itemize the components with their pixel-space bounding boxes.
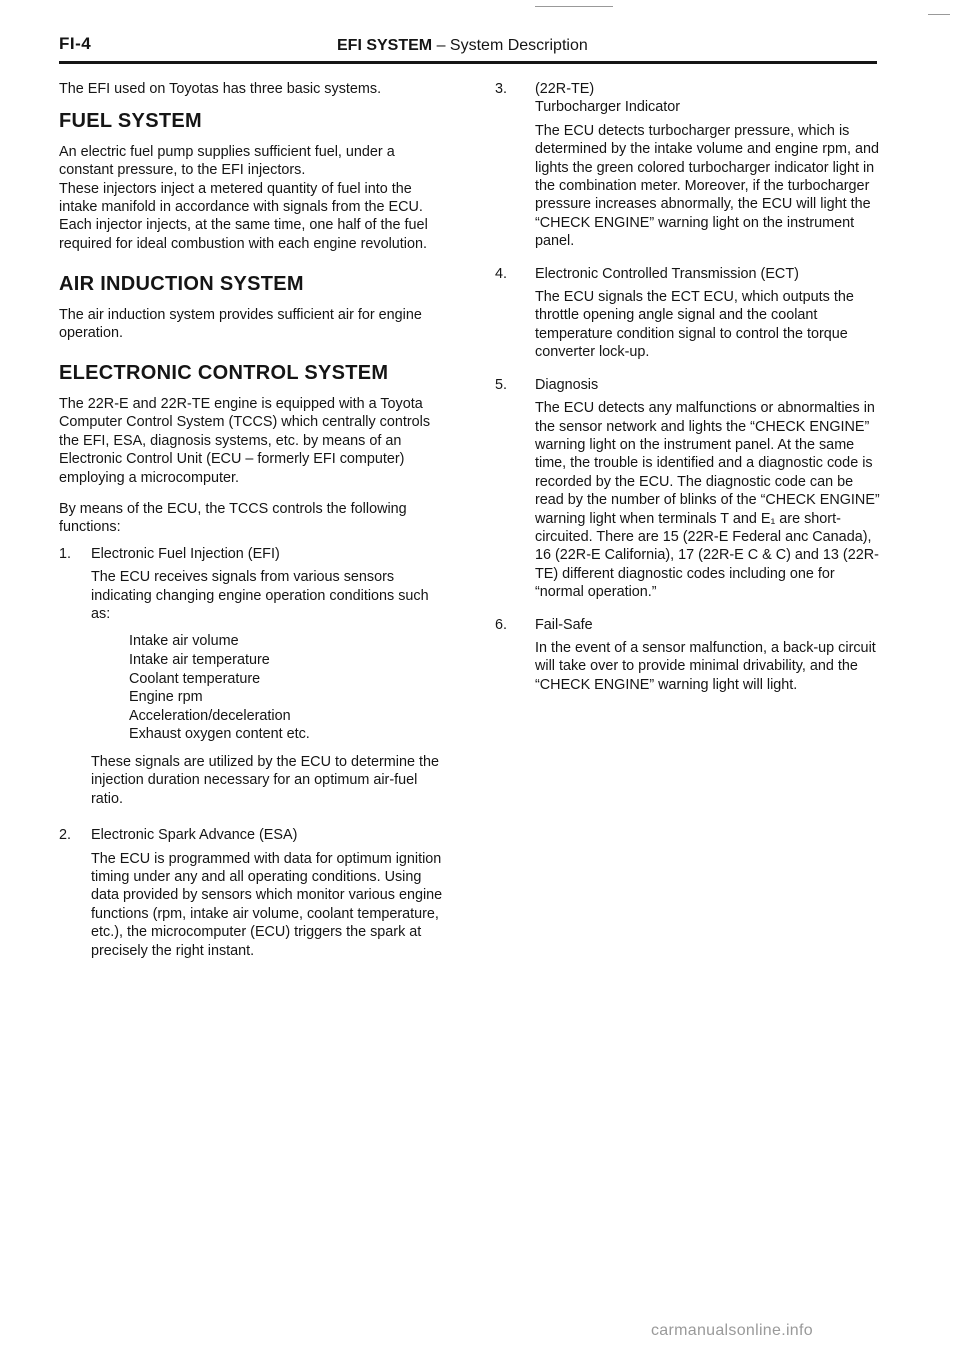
item-number: 4. xyxy=(495,265,508,282)
left-column xyxy=(59,80,445,974)
item-text: The ECU signals the ECT ECU, which outputs the throttle opening angle signal and the coolant temperature condition signal to control the torque converter lock-up. xyxy=(535,289,854,361)
page-title-sub: – System Description xyxy=(436,37,588,54)
right-column xyxy=(495,80,880,708)
air-induction-text: The air induction system provides sufficient air for engine operation. xyxy=(59,306,422,342)
item-number: 6. xyxy=(495,616,508,633)
item-text-2: These signals are utilized by the ECU to determine the injection duration necessary for an optimum air-fuel ratio. xyxy=(91,753,439,807)
function-item-turbo xyxy=(495,80,880,251)
item-number: 2. xyxy=(59,827,72,844)
air-induction-heading: AIR INDUCTION SYSTEM xyxy=(59,273,304,296)
item-number: 1. xyxy=(59,545,72,562)
signal-item: Engine rpm xyxy=(129,689,203,706)
signal-item: Acceleration/deceleration xyxy=(129,707,291,724)
electronic-control-heading: ELECTRONIC CONTROL SYSTEM xyxy=(59,362,389,385)
fuel-system-heading: FUEL SYSTEM xyxy=(59,110,202,133)
signal-item: Exhaust oxygen content etc. xyxy=(129,726,310,743)
item-number: 3. xyxy=(495,81,508,97)
function-item-failsafe xyxy=(495,616,880,695)
function-item-ect xyxy=(495,265,880,362)
function-item-efi xyxy=(59,545,445,808)
item-title: Electronic Fuel Injection (EFI) xyxy=(91,545,280,562)
electronic-control-text-2: By means of the ECU, the TCCS controls the following functions: xyxy=(59,500,407,536)
item-title: Fail-Safe xyxy=(535,616,593,633)
intro-text: The EFI used on Toyotas has three basic systems. xyxy=(59,81,382,97)
page-title xyxy=(337,37,588,55)
item-number: 5. xyxy=(495,376,508,393)
fuel-system-text-1: An electric fuel pump supplies sufficient fuel, under a constant pressure, to the EFI injectors. xyxy=(59,143,395,179)
item-text: The ECU detects turbocharger pressure, which is determined by the intake volume and engine rpm, and lights the green colored turbocharger indicator light in the combination meter. Moreover, if the turbocharger pressure increases abnormally, the ECU will light the “CHECK ENGINE” warning light on the instrument panel. xyxy=(535,122,879,250)
function-item-esa xyxy=(59,826,445,960)
item-text: In the event of a sensor malfunction, a back-up circuit will take over to provide minimal drivability, and the “CHECK ENGINE” warning light will light. xyxy=(535,639,876,693)
item-text: The ECU detects any malfunctions or abnormalties in the sensor network and lights the “CHECK ENGINE” warning light on the instrument panel. At the same time, the trouble is identified and a diagnostic code is recorded by the ECU. The diagnostic code can be read by the number of blinks of the “CHECK ENGINE” warning light when terminals T and E₁ are short-circuited. There are 15 (22R-E Federal anc Canada), 16 (22R-E California), 17 (22R-E C & C) and 13 (22R-TE) different diagnostic codes including one for “normal operation.” xyxy=(535,400,880,601)
scan-mark xyxy=(535,6,613,7)
item-title-2: Turbocharger Indicator xyxy=(535,99,681,116)
fuel-system-text-2: These injectors inject a metered quantity of fuel into the intake manifold in accordance with signals from the ECU. Each injector injects, at the same time, one half of the fuel required for ideal combustion with each engine revolution. xyxy=(59,180,428,252)
page-code: FI-4 xyxy=(59,34,92,53)
signal-list xyxy=(129,632,445,744)
page-title-main: EFI SYSTEM xyxy=(337,37,433,54)
item-title-1: (22R-TE) xyxy=(535,81,595,97)
item-title: Electronic Controlled Transmission (ECT) xyxy=(535,265,799,282)
signal-item: Intake air temperature xyxy=(129,651,270,668)
header-rule xyxy=(59,61,877,64)
signal-item: Intake air volume xyxy=(129,633,239,650)
watermark: carmanualsonline.info xyxy=(651,1322,813,1339)
function-item-diagnosis xyxy=(495,376,880,602)
electronic-control-text-1: The 22R-E and 22R-TE engine is equipped with a Toyota Computer Control System (TCCS) which centrally controls the EFI, ESA, diagnosis systems, etc. by means of an Electronic Control Unit (ECU – formerly EFI computer) employing a microcomputer. xyxy=(59,395,431,486)
item-text: The ECU receives signals from various sensors indicating changing engine operation conditions such as: xyxy=(91,569,429,622)
signal-item: Coolant temperature xyxy=(129,670,261,687)
scan-mark xyxy=(928,14,950,15)
item-title: Diagnosis xyxy=(535,376,599,393)
item-text: The ECU is programmed with data for optimum ignition timing under any and all operating conditions. Using data provided by sensors which monitor various engine functions (rpm, intake air volume, coolant temperature, etc.), the microcomputer (ECU) triggers the spark at precisely the right instant. xyxy=(91,850,443,959)
item-title: Electronic Spark Advance (ESA) xyxy=(91,827,298,844)
